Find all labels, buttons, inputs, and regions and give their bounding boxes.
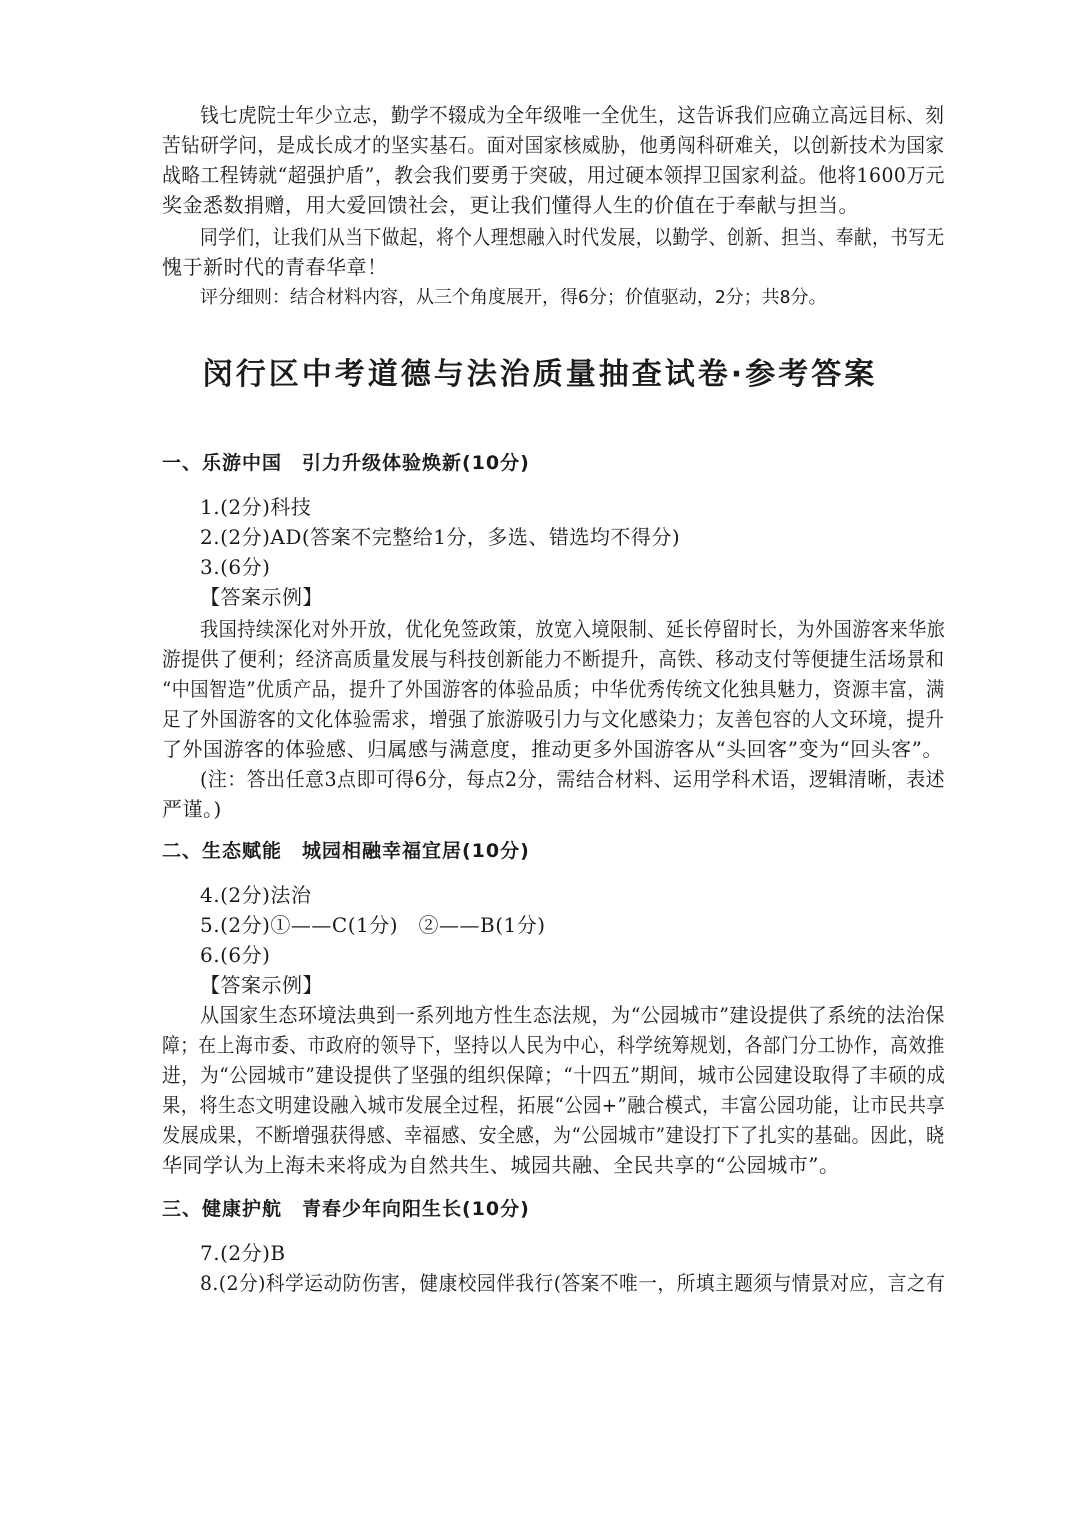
answer-q6: 6.(6分) bbox=[200, 943, 271, 967]
note-1-line-1: (注：答出任意3点即可得6分，每点2分，需结合材料、运用学科术语，逻辑清晰，表述 bbox=[200, 767, 946, 791]
example-2-line-5: 发展成果，不断增强获得感、幸福感、安全感，为“公园城市”建设打下了扎实的基础。因此，晓 bbox=[162, 1123, 945, 1147]
intro-p1-line-4: 奖金悉数捐赠，用大爱回馈社会，更让我们懂得人生的价值在于奉献与担当。 bbox=[162, 193, 859, 217]
answer-q1: 1.(2分)科技 bbox=[200, 495, 312, 519]
example-2-line-4: 果，将生态文明建设融入城市发展全过程，拓展“公园+”融合模式，丰富公园功能，让市民共享 bbox=[162, 1093, 946, 1117]
answer-q2: 2.(2分)AD(答案不完整给1分，多选、错选均不得分) bbox=[200, 525, 681, 549]
answer-q3: 3.(6分) bbox=[200, 555, 271, 579]
example-label-1: 【答案示例】 bbox=[200, 585, 323, 609]
example-1-line-5: 了外国游客的体验感、归属感与满意度，推动更多外国游客从“头回客”变为“回头客”。 bbox=[162, 737, 943, 761]
answer-q4: 4.(2分)法治 bbox=[200, 883, 312, 907]
answer-q7: 7.(2分)B bbox=[200, 1241, 286, 1265]
example-2-line-3: 进，为“公园城市”建设提供了坚强的组织保障；“十四五”期间，城市公园建设取得了丰硕的成 bbox=[162, 1063, 946, 1087]
example-2-line-1: 从国家生态环境法典到一系列地方性生态法规，为“公园城市”建设提供了系统的法治保 bbox=[200, 1003, 945, 1027]
scoring-rule: 评分细则：结合材料内容，从三个角度展开，得6分；价值驱动，2分；共8分。 bbox=[200, 287, 827, 308]
example-2-line-6: 华同学认为上海未来将成为自然共生、城园共融、全民共享的“公园城市”。 bbox=[162, 1153, 840, 1177]
intro-p1-line-1: 钱七虎院士年少立志，勤学不辍成为全年级唯一全优生，这告诉我们应确立高远目标、刻 bbox=[200, 103, 945, 127]
section-1-heading: 一、乐游中国 引力升级体验焕新(10分) bbox=[162, 452, 530, 474]
example-1-line-2: 游提供了便利；经济高质量发展与科技创新能力不断提升，高铁、移动支付等便捷生活场景和 bbox=[162, 647, 945, 671]
section-2-heading: 二、生态赋能 城园相融幸福宜居(10分) bbox=[162, 840, 530, 862]
example-1-line-4: 足了外国游客的文化体验需求，增强了旅游吸引力与文化感染力；友善包容的人文环境，提升 bbox=[162, 707, 945, 731]
intro-p2-line-2: 愧于新时代的青春华章！ bbox=[162, 255, 388, 279]
example-label-2: 【答案示例】 bbox=[200, 973, 323, 997]
section-3-heading: 三、健康护航 青春少年向阳生长(10分) bbox=[162, 1198, 530, 1220]
intro-p1-line-3: 战略工程铸就“超强护盾”，教会我们要勇于突破，用过硬本领捍卫国家利益。他将1600万元 bbox=[162, 163, 945, 187]
example-1-line-3: “中国智造”优质产品，提升了外国游客的体验品质；中华优秀传统文化独具魅力，资源丰富，满 bbox=[162, 677, 945, 701]
page-title: 闵行区中考道德与法治质量抽查试卷·参考答案 bbox=[202, 357, 878, 392]
answer-q8: 8.(2分)科学运动防伤害，健康校园伴我行(答案不唯一，所填主题须与情景对应，言之有 bbox=[200, 1271, 946, 1295]
note-1-line-2: 严谨。) bbox=[162, 797, 222, 821]
answer-q5: 5.(2分)①——C(1分) ②——B(1分) bbox=[200, 913, 546, 937]
intro-p2-line-1: 同学们，让我们从当下做起，将个人理想融入时代发展，以勤学、创新、担当、奉献，书写无 bbox=[200, 225, 945, 249]
intro-p1-line-2: 苦钻研学问，是成长成才的坚实基石。面对国家核威胁，他勇闯科研难关，以创新技术为国家 bbox=[162, 133, 945, 157]
example-1-line-1: 我国持续深化对外开放，优化免签政策，放宽入境限制、延长停留时长，为外国游客来华旅 bbox=[200, 617, 946, 641]
example-2-line-2: 障；在上海市委、市政府的领导下，坚持以人民为中心，科学统筹规划，各部门分工协作，高效推 bbox=[162, 1033, 945, 1057]
